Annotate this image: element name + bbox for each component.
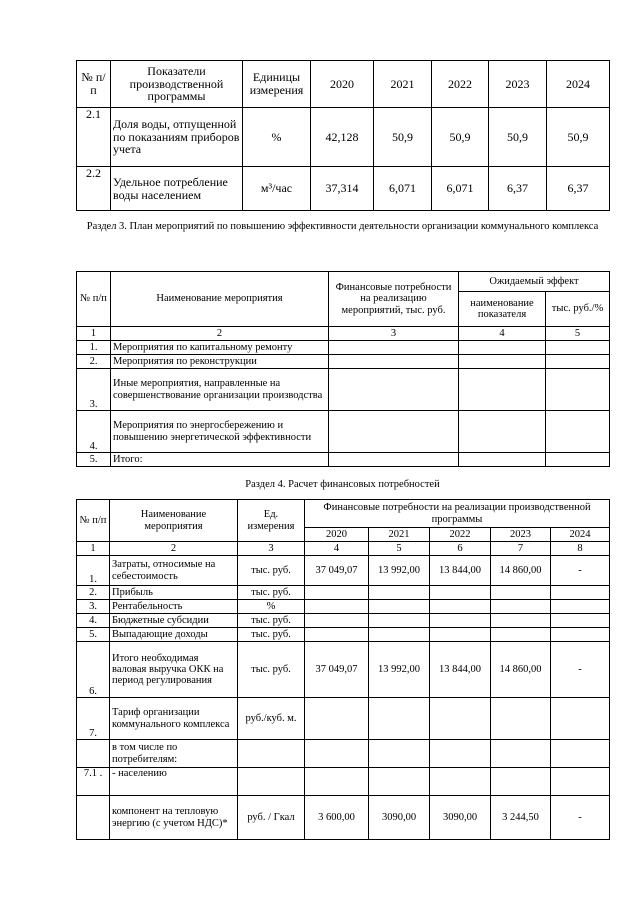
- row-value: 3 244,50: [491, 796, 551, 840]
- col-number: 5: [546, 327, 610, 341]
- header-year: 2023: [491, 528, 551, 542]
- row-unit: тыс. руб.: [238, 614, 305, 628]
- header-year: 2020: [311, 61, 374, 108]
- row-finance: [329, 411, 459, 453]
- row-value: 6,37: [489, 167, 547, 211]
- row-value: [305, 768, 369, 796]
- row-value: 50,9: [374, 108, 432, 167]
- row-value: [305, 614, 369, 628]
- row-name: Тариф организации коммунального комплекса: [110, 698, 238, 740]
- table-row: [77, 796, 610, 840]
- row-name: Мероприятия по капитальному ремонту: [111, 341, 329, 355]
- row-num: 3.: [77, 369, 111, 411]
- table-row: [77, 768, 610, 796]
- header-unit: Ед. измерения: [238, 500, 305, 542]
- table-row: [77, 167, 610, 211]
- row-name: Выпадающие доходы: [110, 628, 238, 642]
- row-value: 42,128: [311, 108, 374, 167]
- row-effect-name: [459, 411, 546, 453]
- table-row: [77, 600, 610, 614]
- row-value: -: [551, 642, 610, 698]
- row-num: 1.: [77, 341, 111, 355]
- col-number: 3: [329, 327, 459, 341]
- row-value: [491, 740, 551, 768]
- header-num: № п/п: [77, 272, 111, 327]
- row-value: [369, 586, 430, 600]
- row-value: [430, 698, 491, 740]
- row-value: 3090,00: [369, 796, 430, 840]
- row-effect-unit: [546, 453, 610, 467]
- header-effect-unit: тыс. руб./%: [546, 292, 610, 327]
- row-value: [369, 628, 430, 642]
- row-value: [491, 586, 551, 600]
- row-value: [551, 768, 610, 796]
- row-value: 6,37: [547, 167, 610, 211]
- row-unit: руб. / Гкал: [238, 796, 305, 840]
- row-value: [369, 740, 430, 768]
- row-value: [551, 586, 610, 600]
- row-value: 37,314: [311, 167, 374, 211]
- row-value: [551, 740, 610, 768]
- col-number: 2: [111, 327, 329, 341]
- row-value: 14 860,00: [491, 642, 551, 698]
- header-year: 2021: [374, 61, 432, 108]
- header-year: 2024: [547, 61, 610, 108]
- table-row: [77, 586, 610, 600]
- col-number: 1: [77, 542, 110, 556]
- row-value: 6,071: [432, 167, 489, 211]
- row-value: [430, 600, 491, 614]
- header-num: № п/п: [77, 61, 111, 108]
- table-row: [77, 411, 610, 453]
- row-num: 7.1 .: [77, 768, 110, 796]
- row-unit: тыс. руб.: [238, 586, 305, 600]
- row-value: 50,9: [432, 108, 489, 167]
- row-finance: [329, 355, 459, 369]
- section-3-title: Раздел 3. План мероприятий по повышению эффективности деятельности организации коммунального комплекса: [86, 221, 599, 232]
- row-unit: тыс. руб.: [238, 556, 305, 586]
- row-value: 13 844,00: [430, 642, 491, 698]
- row-value: [551, 600, 610, 614]
- table-row: [77, 628, 610, 642]
- row-unit: тыс. руб.: [238, 628, 305, 642]
- row-value: [430, 740, 491, 768]
- row-unit: тыс. руб.: [238, 642, 305, 698]
- col-number: 1: [77, 327, 111, 341]
- row-num: 1.: [77, 556, 110, 586]
- row-value: [305, 600, 369, 614]
- header-year: 2021: [369, 528, 430, 542]
- row-name: Мероприятия по энергосбережению и повышению энергетической эффективности: [111, 411, 329, 453]
- table-row: [77, 369, 610, 411]
- table-row: [77, 740, 610, 768]
- row-num: [77, 796, 110, 840]
- row-num: 5.: [77, 453, 111, 467]
- row-value: -: [551, 556, 610, 586]
- table-row: [77, 341, 610, 355]
- col-number: 4: [305, 542, 369, 556]
- row-effect-unit: [546, 411, 610, 453]
- row-value: [305, 698, 369, 740]
- row-value: [369, 614, 430, 628]
- row-name: компонент на тепловую энергию (с учетом НДС)*: [110, 796, 238, 840]
- row-num: 7.: [77, 698, 110, 740]
- row-unit: руб./куб. м.: [238, 698, 305, 740]
- row-num: 3.: [77, 600, 110, 614]
- row-value: [430, 768, 491, 796]
- row-name: Бюджетные субсидии: [110, 614, 238, 628]
- row-effect-unit: [546, 355, 610, 369]
- row-value: [491, 698, 551, 740]
- row-num: 2.: [77, 355, 111, 369]
- production-indicators-table: [76, 60, 610, 211]
- row-value: [369, 698, 430, 740]
- col-number: 7: [491, 542, 551, 556]
- row-name: в том числе по потребителям:: [110, 740, 238, 768]
- header-indicator: Показатели производственной программы: [111, 61, 243, 108]
- row-value: 50,9: [489, 108, 547, 167]
- row-value: [369, 600, 430, 614]
- row-num: 5.: [77, 628, 110, 642]
- row-effect-name: [459, 453, 546, 467]
- header-unit: Единицы измерения: [243, 61, 311, 108]
- col-number: 8: [551, 542, 610, 556]
- row-value: 50,9: [547, 108, 610, 167]
- row-value: [369, 768, 430, 796]
- row-value: [491, 768, 551, 796]
- row-value: [491, 614, 551, 628]
- row-num: [77, 740, 110, 768]
- row-value: [491, 628, 551, 642]
- row-value: [305, 740, 369, 768]
- row-name: Прибыль: [110, 586, 238, 600]
- financial-needs-table: [76, 499, 610, 840]
- row-num: 4.: [77, 411, 111, 453]
- row-value: [491, 600, 551, 614]
- header-year: 2023: [489, 61, 547, 108]
- header-name: Наименование мероприятия: [110, 500, 238, 542]
- row-name: Затраты, относимые на себестоимость: [110, 556, 238, 586]
- row-value: 3090,00: [430, 796, 491, 840]
- row-effect-name: [459, 355, 546, 369]
- row-value: 13 992,00: [369, 556, 430, 586]
- row-num: 2.: [77, 586, 110, 600]
- row-value: [551, 628, 610, 642]
- row-value: 37 049,07: [305, 556, 369, 586]
- row-value: [305, 586, 369, 600]
- row-value: 6,071: [374, 167, 432, 211]
- row-effect-name: [459, 341, 546, 355]
- row-value: 13 844,00: [430, 556, 491, 586]
- row-num: 6.: [77, 642, 110, 698]
- row-finance: [329, 341, 459, 355]
- row-name: Удельное потребление воды населением: [111, 167, 243, 211]
- section-4-title: Раздел 4. Расчет финансовых потребностей: [245, 479, 440, 490]
- row-unit: %: [243, 108, 311, 167]
- header-effect: Ожидаемый эффект: [459, 272, 610, 292]
- row-value: [551, 698, 610, 740]
- row-name: Доля воды, отпущенной по показаниям приборов учета: [111, 108, 243, 167]
- row-value: 3 600,00: [305, 796, 369, 840]
- row-num: 2.1: [77, 108, 111, 167]
- row-value: 14 860,00: [491, 556, 551, 586]
- header-name: Наименование мероприятия: [111, 272, 329, 327]
- row-value: -: [551, 796, 610, 840]
- col-number: 3: [238, 542, 305, 556]
- col-number: 2: [110, 542, 238, 556]
- row-num: 4.: [77, 614, 110, 628]
- row-value: 37 049,07: [305, 642, 369, 698]
- table-row: [77, 614, 610, 628]
- row-name: - населению: [110, 768, 238, 796]
- row-name: Мероприятия по реконструкции: [111, 355, 329, 369]
- header-year: 2024: [551, 528, 610, 542]
- row-num: 2.2: [77, 167, 111, 211]
- row-value: [430, 614, 491, 628]
- row-value: [305, 628, 369, 642]
- header-year: 2020: [305, 528, 369, 542]
- header-finance: Финансовые потребности на реализации производственной программы: [305, 500, 610, 528]
- row-value: 13 992,00: [369, 642, 430, 698]
- header-num: № п/п: [77, 500, 110, 542]
- row-name: Итого необходимая валовая выручка ОКК на период регулирования: [110, 642, 238, 698]
- col-number: 5: [369, 542, 430, 556]
- table-row: [77, 108, 610, 167]
- col-number: 6: [430, 542, 491, 556]
- table-row: [77, 698, 610, 740]
- row-effect-unit: [546, 369, 610, 411]
- row-unit: [238, 740, 305, 768]
- table-row: [77, 355, 610, 369]
- header-year: 2022: [430, 528, 491, 542]
- efficiency-measures-table: [76, 271, 610, 467]
- row-name: Рентабельность: [110, 600, 238, 614]
- row-unit: [238, 768, 305, 796]
- row-value: [430, 586, 491, 600]
- row-effect-name: [459, 369, 546, 411]
- header-year: 2022: [432, 61, 489, 108]
- header-finance: Финансовые потребности на реализацию мероприятий, тыс. руб.: [329, 272, 459, 327]
- row-value: [551, 614, 610, 628]
- row-name: Иные мероприятия, направленные на совершенствование организации производства: [111, 369, 329, 411]
- row-finance: [329, 453, 459, 467]
- table-row: [77, 642, 610, 698]
- row-name: Итого:: [111, 453, 329, 467]
- row-finance: [329, 369, 459, 411]
- row-unit: м³/час: [243, 167, 311, 211]
- row-effect-unit: [546, 341, 610, 355]
- row-value: [430, 628, 491, 642]
- row-unit: %: [238, 600, 305, 614]
- col-number: 4: [459, 327, 546, 341]
- table-row: [77, 556, 610, 586]
- table-row: [77, 453, 610, 467]
- header-effect-name: наименование показателя: [459, 292, 546, 327]
